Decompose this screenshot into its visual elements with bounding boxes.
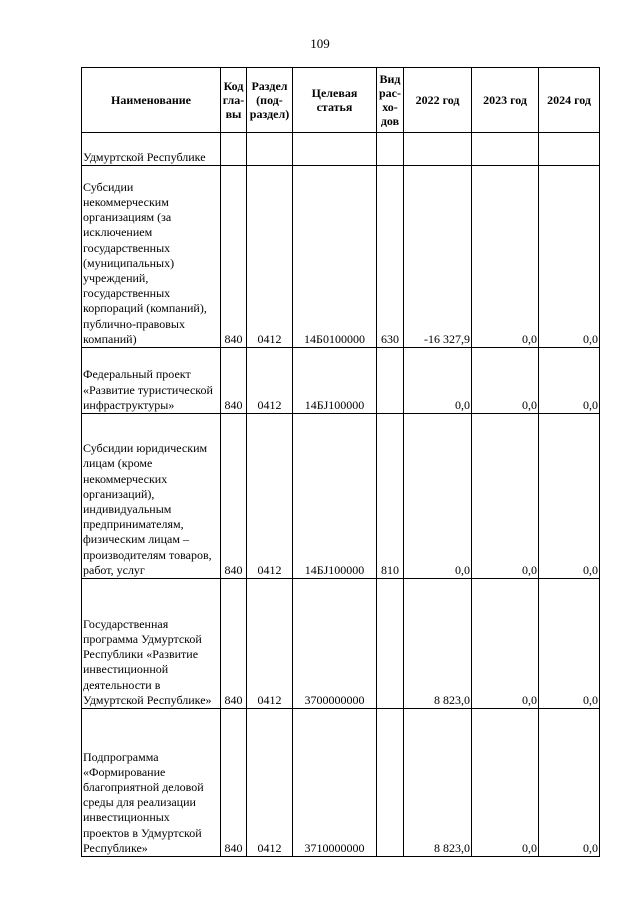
row-2023: 0,0 [472, 166, 539, 348]
row-kind: 810 [377, 414, 404, 579]
row-target: 14БJ100000 [293, 414, 377, 579]
row-kind [377, 709, 404, 857]
row-target: 3700000000 [293, 579, 377, 709]
row-kind [377, 133, 404, 166]
row-kind [377, 348, 404, 414]
row-2023: 0,0 [472, 414, 539, 579]
row-name: Субсидии юридическим лицам (кроме некоммерческих организаций), индивидуальным предпринимателям, физическим лицам – производителям товаров, работ, услуг [82, 414, 221, 579]
header-2023: 2023 год [472, 68, 539, 133]
header-expense-type: Вид рас-хо-дов [377, 68, 404, 133]
page-number: 109 [310, 36, 330, 51]
row-name: Удмуртской Республике [82, 133, 221, 166]
row-code [221, 133, 247, 166]
row-name: Государственная программа Удмуртской Республики «Развитие инвестиционной деятельности в Удмуртской Республике» [82, 579, 221, 709]
header-section: Раздел (под-раздел) [247, 68, 293, 133]
row-kind [377, 579, 404, 709]
row-2022: 8 823,0 [404, 579, 472, 709]
row-2022: 8 823,0 [404, 709, 472, 857]
row-code: 840 [221, 166, 247, 348]
table-row [82, 709, 600, 857]
row-2023 [472, 133, 539, 166]
header-chapter-code: Код гла-вы [221, 68, 247, 133]
row-2024 [539, 133, 600, 166]
table-row [82, 414, 600, 579]
row-2023: 0,0 [472, 348, 539, 414]
row-2024: 0,0 [539, 579, 600, 709]
row-target [293, 133, 377, 166]
header-name: Наименование [82, 68, 221, 133]
row-target: 3710000000 [293, 709, 377, 857]
row-2022 [404, 133, 472, 166]
row-2024: 0,0 [539, 414, 600, 579]
row-code: 840 [221, 414, 247, 579]
row-code: 840 [221, 709, 247, 857]
row-target: 14БJ100000 [293, 348, 377, 414]
budget-table [81, 67, 600, 857]
row-2022: 0,0 [404, 348, 472, 414]
row-2022: -16 327,9 [404, 166, 472, 348]
row-section: 0412 [247, 166, 293, 348]
row-2022: 0,0 [404, 414, 472, 579]
row-target: 14Б0100000 [293, 166, 377, 348]
row-kind: 630 [377, 166, 404, 348]
table-row [82, 579, 600, 709]
row-2024: 0,0 [539, 709, 600, 857]
row-section: 0412 [247, 579, 293, 709]
row-code: 840 [221, 348, 247, 414]
row-name: Подпрограмма «Формирование благоприятной деловой среды для реализации инвестиционных проектов в Удмуртской Республике» [82, 709, 221, 857]
row-2023: 0,0 [472, 709, 539, 857]
table-header-row [82, 68, 600, 133]
header-2022: 2022 год [404, 68, 472, 133]
header-target-article: Целевая статья [293, 68, 377, 133]
table-row [82, 166, 600, 348]
row-2024: 0,0 [539, 166, 600, 348]
row-name: Федеральный проект «Развитие туристической инфраструктуры» [82, 348, 221, 414]
row-2024: 0,0 [539, 348, 600, 414]
header-2024: 2024 год [539, 68, 600, 133]
row-code: 840 [221, 579, 247, 709]
row-section: 0412 [247, 414, 293, 579]
row-2023: 0,0 [472, 579, 539, 709]
row-section [247, 133, 293, 166]
row-section: 0412 [247, 348, 293, 414]
row-section: 0412 [247, 709, 293, 857]
row-name: Субсидии некоммерческим организациям (за исключением государственных (муниципальных) учреждений, государственных корпораций (компаний), публично-правовых компаний) [82, 166, 221, 348]
table-row [82, 348, 600, 414]
table-row [82, 133, 600, 166]
